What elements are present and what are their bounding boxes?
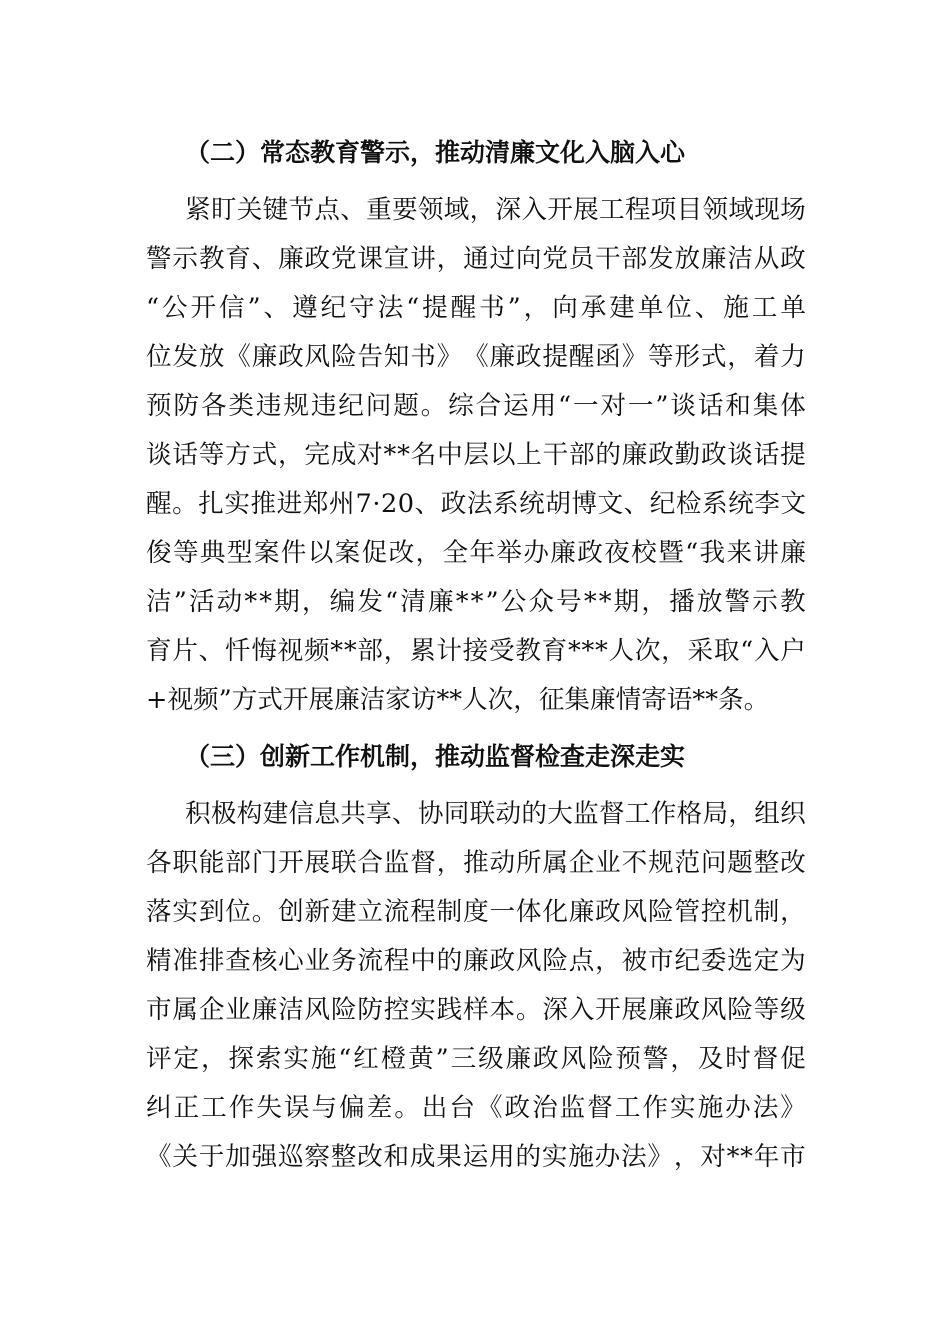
section-heading-3: （三）创新工作机制，推动监督检查走深走实 [185, 742, 686, 771]
paragraph-line: 谈 话 等 方 式 ， 完 成 对 * * 名 中 层 以 上 干 部 的 廉 政 勤 政 谈 话 提 [146, 440, 806, 470]
paragraph-line: 洁 ” 活 动 * * 期 ， 编 发 “ 清 廉 * * ” 公 众 号 * * 期 ， 播 放 警 示 教 [146, 587, 806, 617]
paragraph-line: 评 定 ， 探 索 实 施 “ 红 橙 黄 ” 三 级 廉 政 风 险 预 警 ， 及 时 督 促 [146, 1044, 806, 1074]
paragraph-line: “ 公 开 信 ” 、 遵 纪 守 法 “ 提 醒 书 ” ， 向 承 建 单 位 、 施 工 单 [146, 293, 806, 323]
paragraph-line: 预 防 各 类 违 规 违 纪 问 题 。 综 合 运 用 “ 一 对 一 ” 谈 话 和 集 体 [146, 391, 806, 421]
paragraph-line: 各 职 能 部 门 开 展 联 合 监 督 ， 推 动 所 属 企 业 不 规 范 问 题 整 改 [146, 848, 806, 878]
paragraph-line: 纠 正 工 作 失 误 与 偏 差 。 出 台 《 政 治 监 督 工 作 实 施 办 法 》 [146, 1093, 806, 1123]
paragraph-line: +视频”方式开展廉洁家访**人次，征集廉情寄语**条。 [146, 685, 770, 715]
paragraph-line: 精 准 排 查 核 心 业 务 流 程 中 的 廉 政 风 险 点 ， 被 市 纪 委 选 定 为 [146, 946, 806, 976]
paragraph-line: 紧 盯 关 键 节 点 、 重 要 领 域 ， 深 入 开 展 工 程 项 目 领 域 现 场 [185, 195, 806, 225]
paragraph-line: 《 关 于 加 强 巡 察 整 改 和 成 果 运 用 的 实 施 办 法 》 ， 对 * * 年 市 [146, 1142, 806, 1172]
paragraph-line: 警 示 教 育 、 廉 政 党 课 宣 讲 ， 通 过 向 党 员 干 部 发 放 廉 洁 从 政 [146, 244, 806, 274]
paragraph-line: 醒 。 扎 实 推 进 郑 州 7 · 2 0 、 政 法 系 统 胡 博 文 、 纪 检 系 统 李 文 [146, 489, 806, 519]
paragraph-line: 育 片 、 忏 悔 视 频 * * 部 ， 累 计 接 受 教 育 * * * 人 次 ， 采 取 “ 入 户 [146, 636, 806, 666]
section-heading-2: （二）常态教育警示，推动清廉文化入脑入心 [185, 138, 686, 167]
paragraph-line: 积 极 构 建 信 息 共 享 、 协 同 联 动 的 大 监 督 工 作 格 局 ， 组 织 [185, 799, 806, 829]
paragraph-line: 俊 等 典 型 案 件 以 案 促 改 ， 全 年 举 办 廉 政 夜 校 暨 “ 我 来 讲 廉 [146, 538, 806, 568]
paragraph-line: 位 发 放 《 廉 政 风 险 告 知 书 》 《 廉 政 提 醒 函 》 等 形 式 ， 着 力 [146, 342, 806, 372]
paragraph-line: 落 实 到 位 。 创 新 建 立 流 程 制 度 一 体 化 廉 政 风 险 管 控 机 制 ， [146, 897, 806, 927]
paragraph-line: 市 属 企 业 廉 洁 风 险 防 控 实 践 样 本 。 深 入 开 展 廉 政 风 险 等 级 [146, 995, 806, 1025]
